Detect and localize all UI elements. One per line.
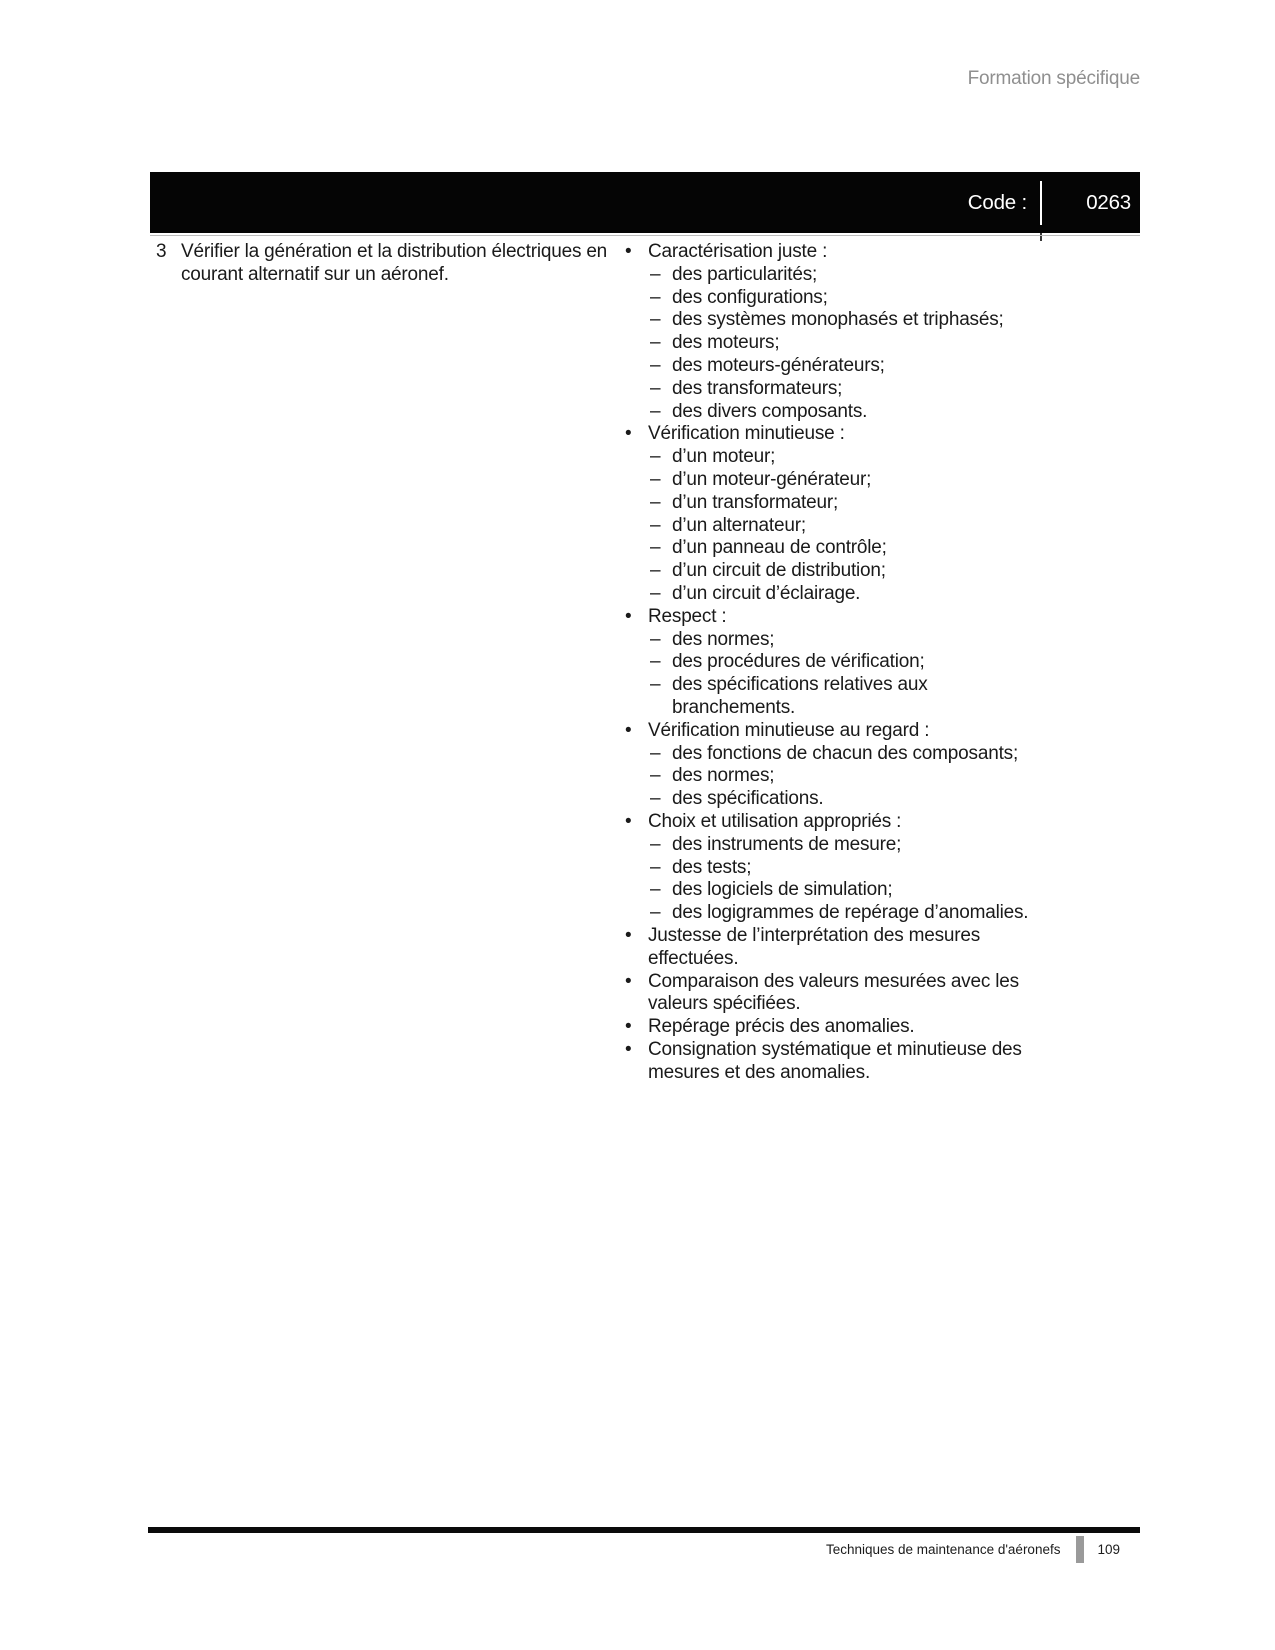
criterion-label: Repérage précis des anomalies.	[648, 1016, 915, 1038]
criterion-head	[625, 241, 1140, 264]
criterion-head	[625, 606, 1140, 629]
criterion-sub-text: d’un alternateur;	[672, 514, 806, 536]
criterion-sub-item	[625, 446, 1140, 469]
criterion-head	[625, 720, 1140, 743]
bullet-icon: •	[625, 970, 632, 992]
criterion-sub-item	[625, 287, 1140, 310]
criterion-sub-item	[625, 355, 1140, 378]
criterion-item	[625, 1039, 1140, 1085]
bullet-icon: •	[625, 423, 632, 445]
dash-icon: –	[650, 628, 661, 650]
dash-icon: –	[650, 286, 661, 308]
criterion-sub-item	[625, 743, 1140, 766]
dash-icon: –	[650, 582, 661, 604]
criterion-item	[625, 811, 1140, 925]
criterion-sub-text: des configurations;	[672, 286, 828, 308]
criterion-sub-text: d’un moteur;	[672, 446, 776, 468]
criterion-sub-item	[625, 879, 1140, 902]
footer-page-number: 109	[1097, 1542, 1120, 1557]
criterion-sub-item	[625, 309, 1140, 332]
code-label: Code :	[967, 190, 1027, 214]
criteria-list	[625, 241, 1140, 1084]
criterion-sub-text: des tests;	[672, 856, 752, 878]
bullet-icon: •	[625, 1016, 632, 1038]
criterion-head	[625, 423, 1140, 446]
criterion-sub-text: des logigrammes de repérage d’anomalies.	[672, 902, 1029, 924]
bullet-icon: •	[625, 605, 632, 627]
criterion-sub-text: des fonctions de chacun des composants;	[672, 742, 1019, 764]
criterion-sub-item	[625, 560, 1140, 583]
criterion-head	[625, 925, 1140, 971]
criterion-sub-text: des spécifications.	[672, 788, 824, 810]
criterion-sub-text: d’un circuit de distribution;	[672, 560, 886, 582]
criterion-sub-text: d’un transformateur;	[672, 491, 839, 513]
dash-icon: –	[650, 491, 661, 513]
dash-icon: –	[650, 537, 661, 559]
criterion-label: Vérification minutieuse :	[648, 423, 845, 445]
dash-icon: –	[650, 856, 661, 878]
criterion-sub-item	[625, 765, 1140, 788]
criterion-sub-text: d’un moteur-générateur;	[672, 468, 872, 490]
criterion-label: Consignation systématique et minutieuse des mesures et des anomalies.	[648, 1038, 1022, 1083]
criterion-sub-item	[625, 834, 1140, 857]
dash-icon: –	[650, 765, 661, 787]
criterion-sub-text: des transformateurs;	[672, 377, 843, 399]
dash-icon: –	[650, 651, 661, 673]
criterion-sub-item	[625, 401, 1140, 424]
criterion-sub-item	[625, 469, 1140, 492]
criterion-head	[625, 1039, 1140, 1085]
criterion-sub-text: des spécifications relatives aux branchements.	[672, 674, 928, 718]
dash-icon: –	[650, 902, 661, 924]
criterion-sub-item	[625, 515, 1140, 538]
criterion-label: Justesse de l’interprétation des mesures effectuées.	[648, 924, 981, 969]
criterion-sub-text: des moteurs-générateurs;	[672, 354, 885, 376]
criterion-sub-text: des moteurs;	[672, 332, 780, 354]
criterion-sub-item	[625, 537, 1140, 560]
running-head: Formation spécifique	[967, 68, 1140, 89]
criterion-head	[625, 811, 1140, 834]
objective-column	[150, 241, 625, 1084]
dash-icon: –	[650, 354, 661, 376]
footer-separator-bar	[1076, 1536, 1084, 1563]
criterion-sub-text: des normes;	[672, 628, 775, 650]
bullet-icon: •	[625, 241, 632, 262]
objective-number: 3	[156, 241, 167, 262]
criterion-sub-text: des logiciels de simulation;	[672, 879, 893, 901]
code-value: 0263	[1086, 190, 1131, 214]
footer	[150, 1536, 1120, 1563]
dash-icon: –	[650, 674, 661, 696]
dash-icon: –	[650, 560, 661, 582]
dash-icon: –	[650, 833, 661, 855]
criterion-sub-item	[625, 492, 1140, 515]
bullet-icon: •	[625, 1038, 632, 1060]
dash-icon: –	[650, 332, 661, 354]
criterion-label: Comparaison des valeurs mesurées avec les valeurs spécifiées.	[648, 970, 1019, 1015]
criterion-sub-text: d’un circuit d’éclairage.	[672, 582, 861, 604]
criterion-item	[625, 925, 1140, 971]
criterion-item	[625, 423, 1140, 605]
content-columns	[150, 241, 1140, 1084]
bullet-icon: •	[625, 810, 632, 832]
footer-rule	[148, 1527, 1140, 1533]
dash-icon: –	[650, 468, 661, 490]
criterion-sub-text: des particularités;	[672, 263, 818, 285]
dash-icon: –	[650, 879, 661, 901]
dash-icon: –	[650, 377, 661, 399]
dash-icon: –	[650, 446, 661, 468]
dash-icon: –	[650, 514, 661, 536]
criterion-item	[625, 606, 1140, 720]
criterion-sub-item	[625, 583, 1140, 606]
criterion-item	[625, 241, 1140, 423]
criterion-sub-text: des procédures de vérification;	[672, 651, 925, 673]
objective-text: Vérifier la génération et la distribution électriques en courant alternatif sur un aéronef.	[181, 241, 608, 285]
criterion-item	[625, 971, 1140, 1017]
criterion-sub-text: des normes;	[672, 765, 775, 787]
code-bar-underline	[150, 235, 1140, 236]
criterion-sub-item	[625, 857, 1140, 880]
criterion-sub-item	[625, 674, 1140, 720]
criterion-label: Caractérisation juste :	[648, 241, 828, 262]
criterion-sub-text: d’un panneau de contrôle;	[672, 537, 887, 559]
dash-icon: –	[650, 263, 661, 285]
criterion-sub-item	[625, 902, 1140, 925]
dash-icon: –	[650, 400, 661, 422]
bullet-icon: •	[625, 719, 632, 741]
bullet-icon: •	[625, 924, 632, 946]
criterion-label: Vérification minutieuse au regard :	[648, 719, 930, 741]
criterion-item	[625, 1016, 1140, 1039]
dash-icon: –	[650, 309, 661, 331]
dash-icon: –	[650, 788, 661, 810]
criterion-label: Respect :	[648, 605, 727, 627]
code-bar	[150, 172, 1140, 233]
criterion-head	[625, 1016, 1140, 1039]
footer-document-title: Techniques de maintenance d'aéronefs	[825, 1542, 1061, 1557]
criterion-sub-item	[625, 788, 1140, 811]
criterion-sub-item	[625, 332, 1140, 355]
criterion-label: Choix et utilisation appropriés :	[648, 810, 902, 832]
criterion-item	[625, 720, 1140, 811]
criteria-column	[625, 241, 1140, 1084]
criterion-sub-text: des instruments de mesure;	[672, 833, 902, 855]
dash-icon: –	[650, 742, 661, 764]
criterion-sub-item	[625, 629, 1140, 652]
criterion-head	[625, 971, 1140, 1017]
criterion-sub-text: des systèmes monophasés et triphasés;	[672, 309, 1004, 331]
criterion-sub-item	[625, 378, 1140, 401]
criterion-sub-text: des divers composants.	[672, 400, 868, 422]
criterion-sub-item	[625, 264, 1140, 287]
criterion-sub-item	[625, 651, 1140, 674]
